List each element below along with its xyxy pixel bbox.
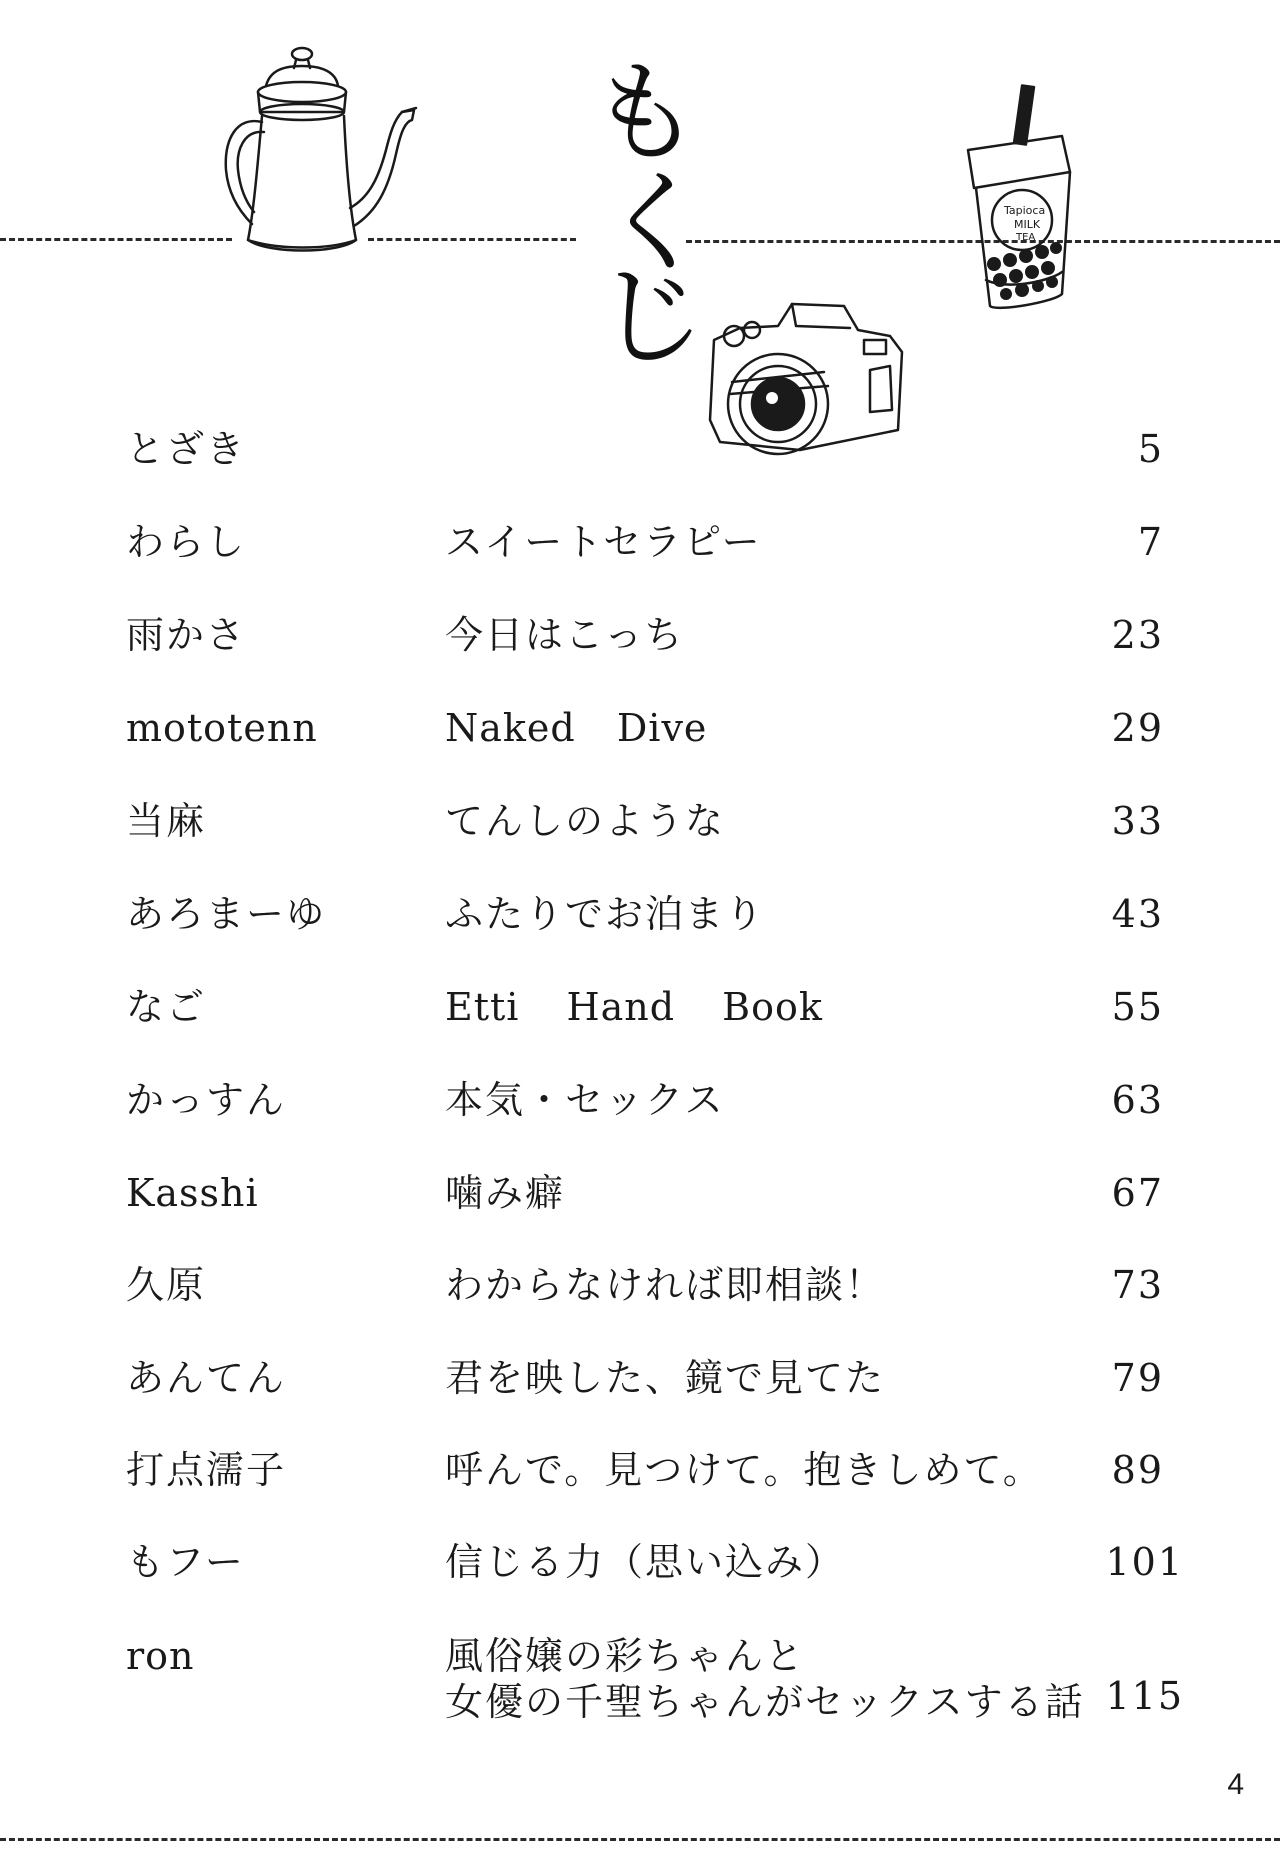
toc-page-number: 7	[1137, 520, 1164, 564]
toc-title: 本気・セックス	[445, 1078, 725, 1122]
toc-page-number: 5	[1137, 427, 1164, 471]
cup-label-2: MILK	[1014, 218, 1041, 231]
top-dashed-rule-left	[0, 238, 232, 241]
toc-title: 今日はこっち	[445, 613, 685, 657]
toc-author: もフー	[126, 1540, 245, 1584]
toc-page-number: 73	[1111, 1263, 1164, 1307]
toc-page-number: 115	[1105, 1674, 1184, 1718]
toc-entry	[0, 519, 1280, 579]
toc-entry	[0, 1170, 1280, 1230]
toc-author: 久原	[126, 1263, 207, 1307]
bottom-dashed-rule	[0, 1838, 1280, 1841]
toc-entry	[0, 1262, 1280, 1322]
toc-entry	[0, 1633, 1280, 1733]
page-title-ji: じ	[596, 253, 706, 381]
folio-page-number: 4	[1227, 1768, 1244, 1801]
toc-page-number: 23	[1111, 613, 1164, 657]
toc-title: ふたりでお泊まり	[445, 892, 766, 936]
bubble-tea-icon	[930, 80, 1090, 320]
toc-entry	[0, 984, 1280, 1044]
toc-page-number: 33	[1111, 799, 1164, 843]
toc-entry	[0, 1447, 1280, 1507]
toc-title: スイートセラピー	[445, 520, 762, 564]
toc-page-number: 89	[1111, 1448, 1164, 1492]
page-title-ku: く	[600, 159, 710, 287]
toc-title: Etti Hand Book	[445, 985, 823, 1029]
cup-label-3: TEA	[1016, 232, 1036, 243]
toc-entry	[0, 1539, 1280, 1599]
page-title-mo: も	[590, 49, 700, 177]
toc-author: 打点濡子	[126, 1448, 287, 1492]
toc-author: Kasshi	[126, 1171, 259, 1215]
toc-author: あろまーゆ	[126, 892, 327, 936]
toc-page-number: 101	[1105, 1540, 1184, 1584]
toc-entry	[0, 1077, 1280, 1137]
toc-author: mototenn	[126, 706, 318, 750]
toc-page-number: 43	[1111, 892, 1164, 936]
cup-label-1: Tapioca	[1004, 204, 1046, 217]
toc-author: なご	[126, 985, 207, 1029]
toc-title: てんしのような	[445, 799, 726, 843]
toc-author: とざき	[126, 427, 247, 471]
toc-author: ron	[126, 1634, 195, 1678]
toc-entry	[0, 798, 1280, 858]
toc-page-number: 55	[1111, 985, 1164, 1029]
toc-author: わらし	[126, 520, 247, 564]
toc-page-number: 63	[1111, 1078, 1164, 1122]
toc-title: Naked Dive	[445, 706, 708, 750]
toc-entry	[0, 1355, 1280, 1415]
toc-title: 信じる力（思い込み）	[445, 1540, 846, 1584]
toc-title	[445, 1633, 1085, 1725]
toc-entry	[0, 891, 1280, 951]
toc-author: 雨かさ	[126, 613, 247, 657]
toc-entry	[0, 426, 1280, 486]
toc-page-number: 29	[1111, 706, 1164, 750]
toc-author: あんてん	[126, 1356, 287, 1400]
toc-title: 噛み癖	[445, 1171, 566, 1215]
toc-author: かっすん	[126, 1078, 287, 1122]
toc-entry	[0, 612, 1280, 672]
toc-author: 当麻	[126, 799, 207, 843]
toc-title-line-2: 女優の千聖ちゃんがセックスする話	[445, 1680, 1085, 1724]
toc-page-number: 67	[1111, 1171, 1164, 1215]
toc-title: わからなければ即相談！	[445, 1263, 886, 1307]
toc-entry	[0, 705, 1280, 765]
toc-title: 君を映した、鏡で見てた	[445, 1356, 886, 1400]
toc-title-line-1: 風俗嬢の彩ちゃんと	[445, 1634, 806, 1678]
toc-title: 呼んで。見つけて。抱きしめて。	[445, 1448, 1043, 1492]
toc-page-number: 79	[1111, 1356, 1164, 1400]
kettle-icon	[218, 40, 438, 266]
